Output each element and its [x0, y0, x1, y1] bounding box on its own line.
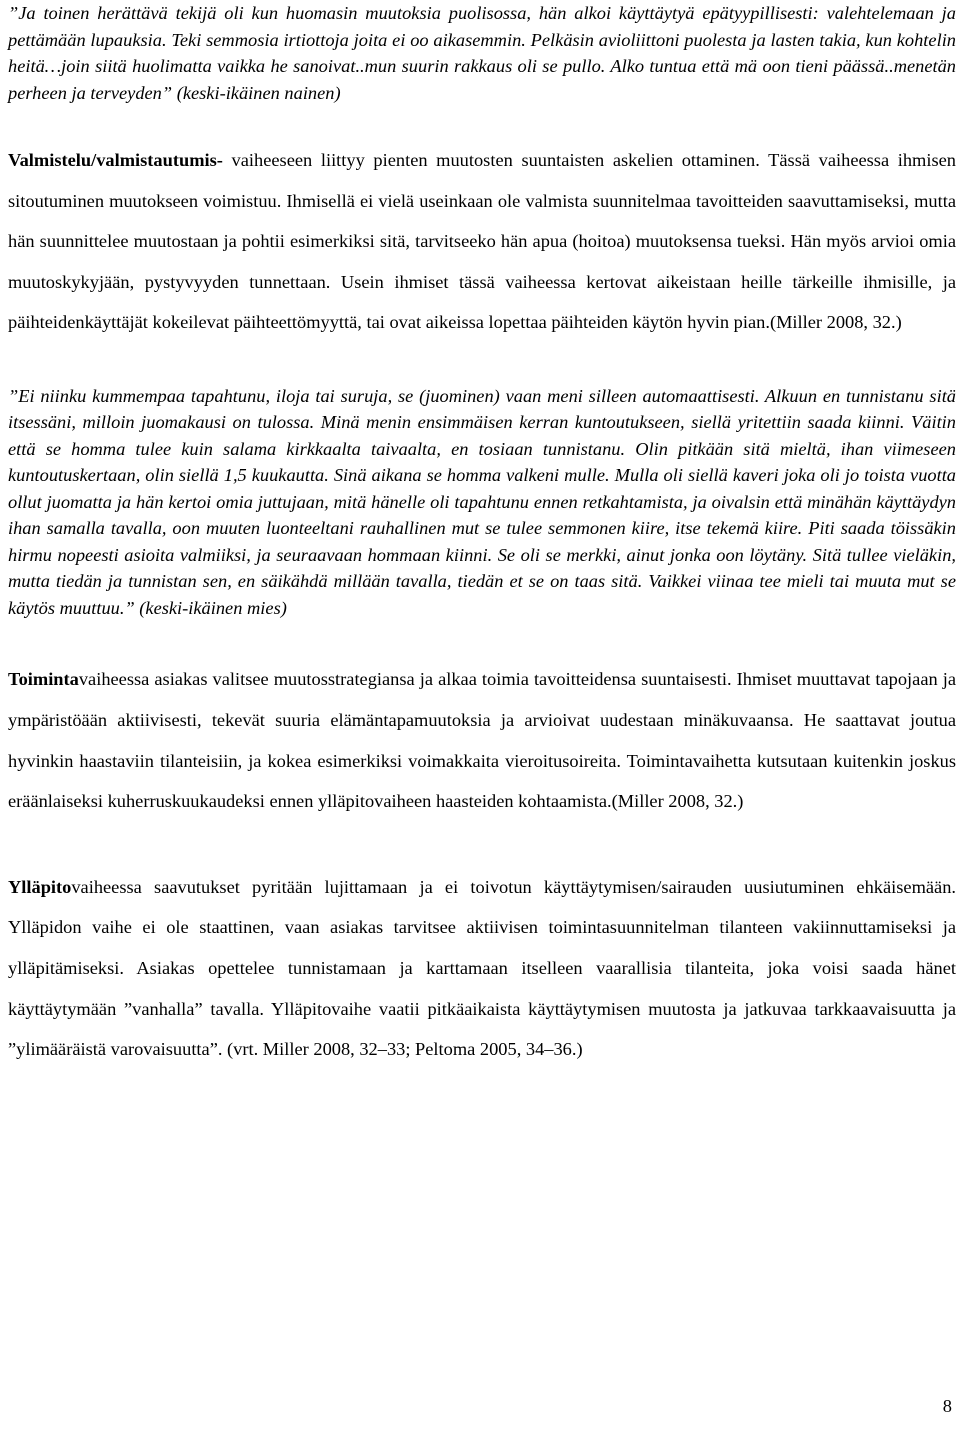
paragraph-text: vaiheessa saavutukset pyritään lujittamaan ja ei toivotun käyttäytymisen/sairauden uusiutuminen ehkäisemään. Ylläpidon vaihe ei ole staattinen, vaan asiakas tarvitsee aktiivisen toimintasuunnitelman tilanteen vakiinnuttamiseksi ja ylläpitämiseksi. Asiakas opettelee tunnistamaan ja karttamaan itselleen vaarallisia tilanteita, joka voisi saada hänet käyttäytymään ”vanhalla” tavalla. Ylläpitovaihe vaatii pitkäaikaista käyttäytymisen muutosta ja jatkuvaa tarkkaavaisuutta ja ”ylimääräistä varovaisuutta”. (vrt. Miller 2008, 32–33; Peltoma 2005, 34–36.): [8, 876, 956, 1060]
paragraph-yllapito: [8, 867, 956, 1070]
interview-quote-male: ”Ei niinku kummempaa tapahtunu, iloja tai suruja, se (juominen) vaan meni silleen automaattisesti. Alkuun en tunnistanu sitä itsessäni, milloin juomakausi on tulossa. Minä menin ensimmäisen kerran kuntoutukseen, siellä yritettiin saada kiinni. Väitin että se homma tulee kuin salama kirkkaalta taivaalta, en tosiaan tunnistanu. Olin pitkään sitä mieltä, ihan viimeseen kuntoutuskertaan, olin siellä 1,5 kuukautta. Sinä aikana se homma valkeni mulle. Mulla oli siellä kaveri joka oli jo toista vuotta ollut juomatta ja hän kertoi omia juttujaan, mitä hänelle oli tapahtunu ennen retkahtamista, ja oivalsin että minähän käyttäydyn ihan samalla tavalla, oon muuten luonteeltani rauhallinen mut se tulee semmonen kiire, itse tekemä kiire. Piti saada töissäkin hirmu nopeesti asioita valmiiksi, ja seuraavaan hommaan kiinni. Se oli se merkki, ainut jonka oon löytäny. Sitä tullee vieläkin, mutta tiedän ja tunnistan sen, en säikähdä millään tavalla, tiedän et se on taas sitä. Vaikkei viinaa tee mieli tai muuta mut se käytös muuttuu.” (keski-ikäinen mies): [8, 385, 956, 618]
paragraph-text: vaiheessa asiakas valitsee muutosstrategiansa ja alkaa toimia tavoitteidensa suuntaisesti. Ihmiset muuttavat tapojaan ja ympäristöään aktiivisesti, tekevät suuria elämäntapamuutoksia ja arvioivat uudestaan minäkuvaansa. He saattavat joutua hyvinkin haastaviin tilanteisiin, ja kokea esimerkiksi voimakkaita vieroitusoireita. Toimintavaihetta kutsutaan kuitenkin joskus eräänlaiseksi kuherruskuukaudeksi ennen ylläpitovaiheen haasteiden kohtaamista.(Miller 2008, 32.): [8, 669, 956, 812]
term-toiminta: Toiminta: [8, 669, 79, 690]
paragraph-toiminta: [8, 659, 956, 821]
quote-text: Ja toinen herättävä tekijä oli kun huomasin muutoksia puolisossa, hän alkoi käyttäytyä epätyypillisesti: valehtelemaan ja pettämään lupauksia. Teki semmosia irtiottoja joita ei oo aikasemmin. Pelkäsin avioliittoni puolesta ja lasten takia, kun kohtelin heitä…join siitä huolimatta vaikka he sanoivat..mun suurin rakkaus oli se pullo. Alko tuntua että mä oon tieni päässä..menetän perheen ja terveyden” (keski-ikäinen nainen): [8, 3, 956, 103]
term-yllapito: Ylläpito: [8, 876, 72, 897]
document-page: [8, 0, 956, 1070]
quote-open-mark: ”: [8, 3, 19, 23]
page-number: 8: [942, 1396, 952, 1416]
paragraph-valmistelu: [8, 140, 956, 343]
paragraph-text: vaiheeseen liittyy pienten muutosten suuntaisten askelien ottaminen. Tässä vaiheessa ihmisen sitoutuminen muutokseen voimistuu. Ihmisellä ei vielä useinkaan ole valmista suunnitelmaa tavoitteiden saavuttamiseksi, mutta hän suunnittelee muutostaan ja pohtii esimerkiksi sitä, tarvitseeko hän apua (hoitoa) muutoksensa tueksi. Hän myös arvioi omia muutoskykyjään, pystyvyyden tunnettaan. Usein ihmiset tässä vaiheessa kertovat aikeistaan heille tärkeille ihmisille, ja päihteidenkäyttäjät kokeilevat päihteettömyyttä, tai ovat aikeissa lopettaa päihteiden käytön hyvin pian.(Miller 2008, 32.): [8, 150, 956, 333]
interview-quote-female: [8, 0, 956, 106]
term-valmistelu: Valmistelu/valmistautumis-: [8, 150, 223, 170]
